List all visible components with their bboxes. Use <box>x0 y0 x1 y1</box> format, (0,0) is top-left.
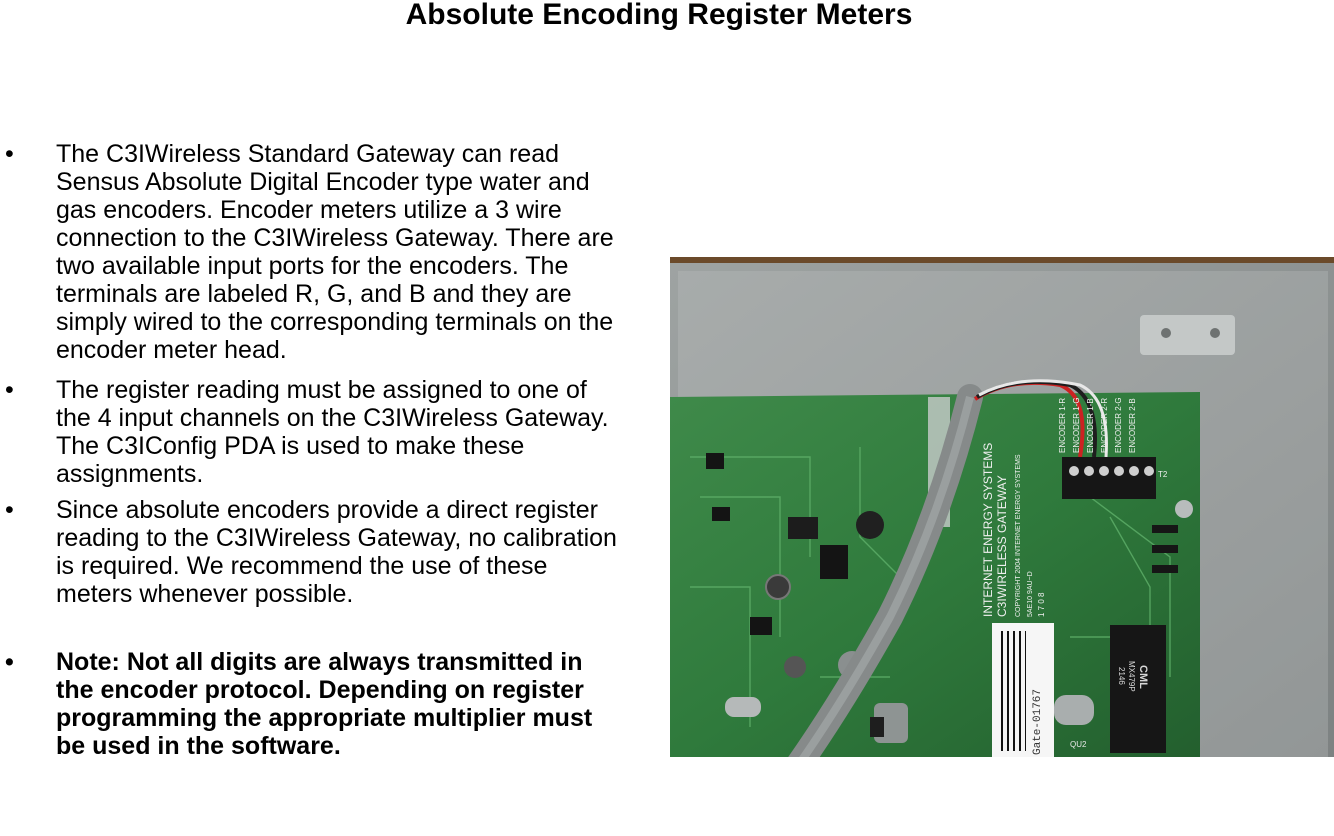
board-number-text: 1 7 0 8 <box>1037 592 1046 617</box>
barcode-sticker <box>992 623 1054 757</box>
chip-code-text: 2146 <box>1117 667 1126 685</box>
note-text: Note: Not all digits are always transmitted in the encoder protocol. Depending on register programming the appropriate multiplier must be used in the software. <box>56 648 593 760</box>
board-copyright-text: COPYRIGHT 2004 INTERNET ENERGY SYSTEMS <box>1015 454 1022 617</box>
screw <box>1175 500 1193 518</box>
chip-part-text: MX479P <box>1127 661 1136 692</box>
crystal <box>1054 695 1094 725</box>
terminal-label: ENCODER 2-R <box>1100 397 1109 453</box>
bullet-text: Since absolute encoders provide a direct register reading to the C3IWireless Gateway, no calibration is required. We recommend the use of these meters whenever possible. <box>56 496 617 608</box>
board-code-text: 5AE10 9AU~D <box>1027 571 1034 617</box>
terminal-ref-text: T2 <box>1158 470 1168 479</box>
bullet-item <box>0 496 640 608</box>
bullet-marker: • <box>5 376 14 404</box>
note-item <box>0 648 640 760</box>
bullet-list <box>0 140 640 760</box>
bullet-item <box>0 140 640 364</box>
terminal-label: ENCODER 1-R <box>1058 397 1067 453</box>
bullet-text: The C3IWireless Standard Gateway can read Sensus Absolute Digital Encoder type water and gas encoders. Encoder meters utilize a 3 wire connection to the C3IWireless Gateway. There are two available input ports for the encoders. The terminals are labeled R, G, and B and they are simply wired to the corresponding terminals on the encoder meter head. <box>56 140 614 364</box>
bullet-marker: • <box>5 496 14 524</box>
terminal-label: ENCODER 1-B <box>1086 398 1095 453</box>
bullet-text: The register reading must be assigned to one of the 4 input channels on the C3IWireless Gateway. The C3IConfig PDA is used to make these assignments. <box>56 376 609 488</box>
dip-chip <box>1110 625 1166 753</box>
board-illustration <box>670 257 1334 757</box>
bullet-marker: • <box>5 648 14 676</box>
terminal-label: ENCODER 2-B <box>1128 398 1137 453</box>
terminal-label: ENCODER 1-G <box>1072 397 1081 453</box>
terminal-label: ENCODER 2-G <box>1114 397 1123 453</box>
mounting-boss <box>1140 315 1235 355</box>
crystal-ref-text: QU2 <box>1070 740 1087 749</box>
bullet-marker: • <box>5 140 14 168</box>
board-product-text: C3IWIRELESS GATEWAY <box>995 475 1009 617</box>
barcode-label-text: Gate-01767 <box>1032 688 1044 755</box>
slide-title: Absolute Encoding Register Meters <box>405 0 913 31</box>
ic-chip <box>820 545 848 579</box>
bullet-item <box>0 376 640 488</box>
board-company-text: INTERNET ENERGY SYSTEMS <box>981 442 995 617</box>
gateway-board-photo <box>670 257 1334 757</box>
terminal-block <box>1062 457 1156 499</box>
chip-brand-text: CML <box>1137 665 1149 689</box>
